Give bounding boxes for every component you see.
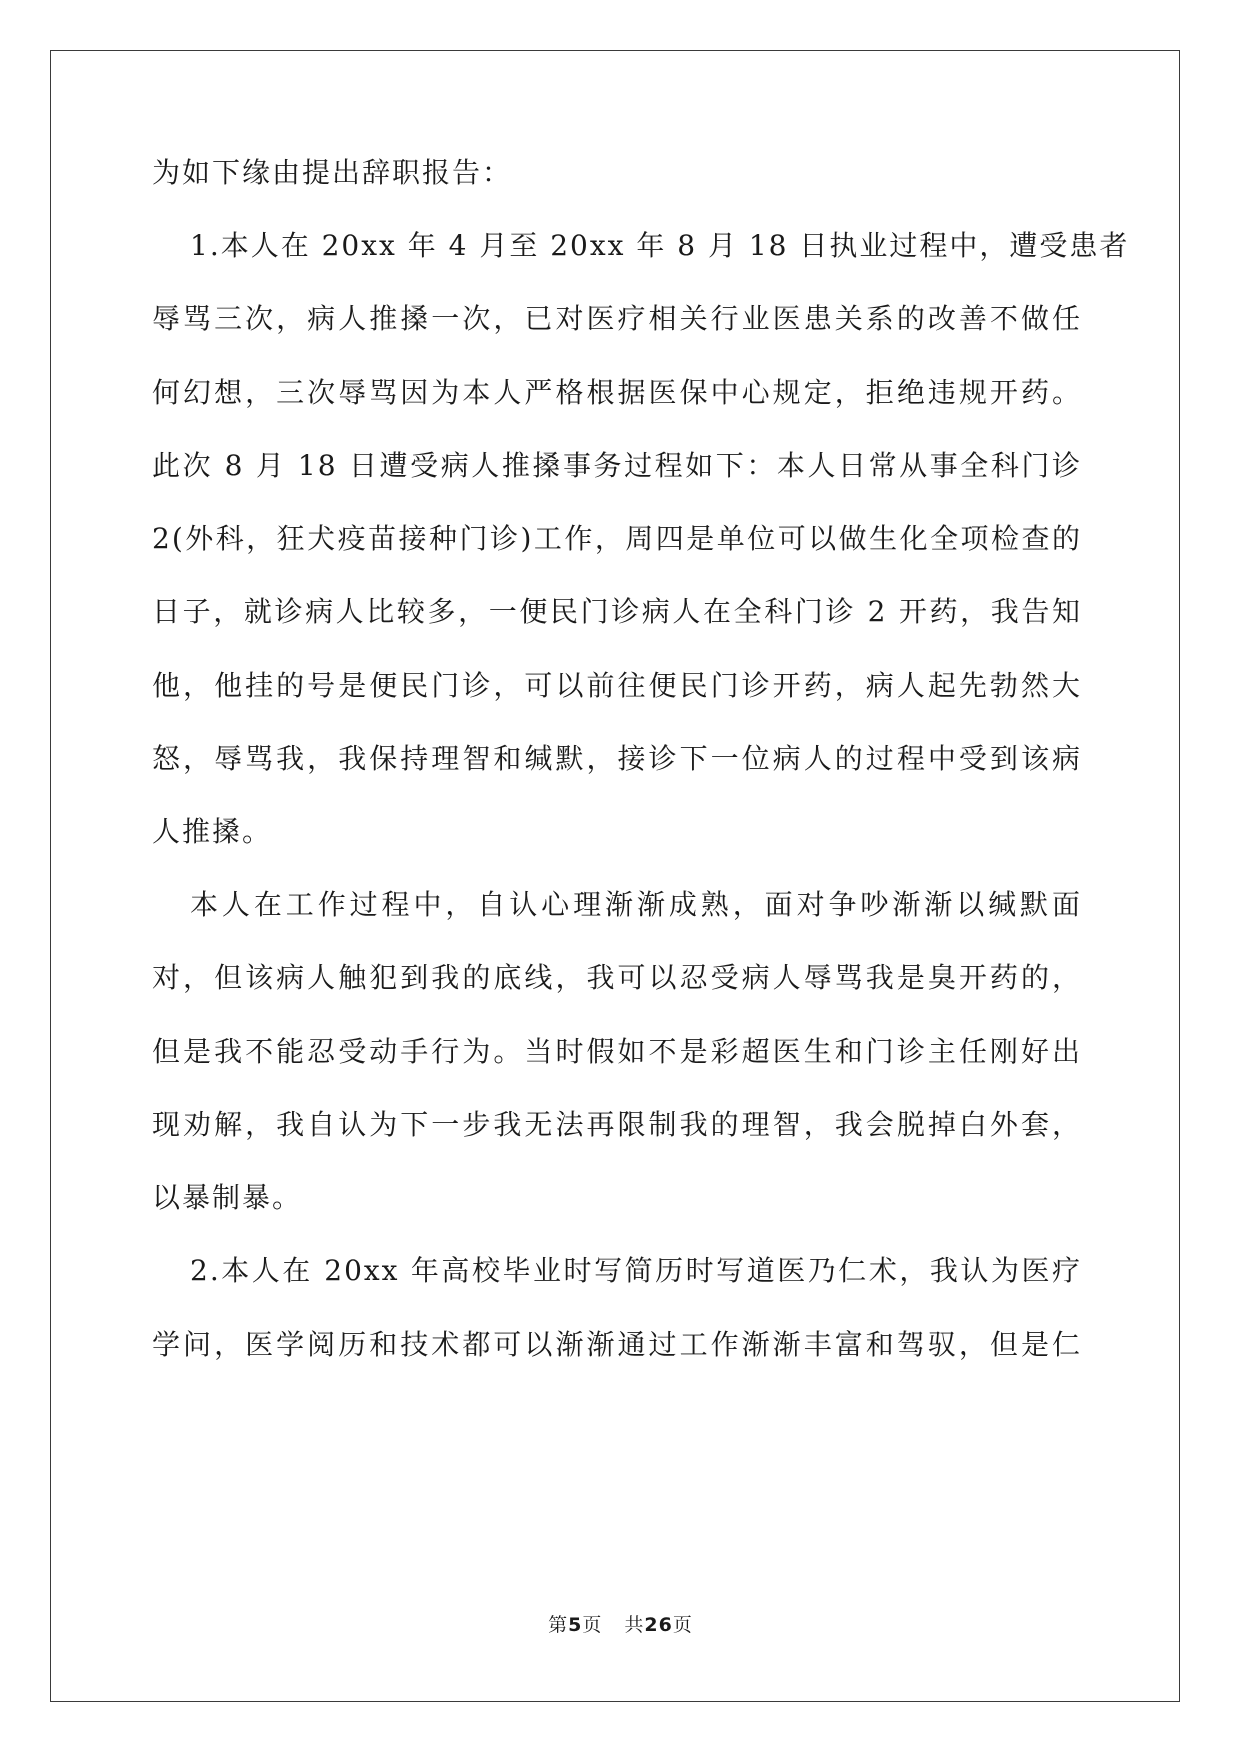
- text-line: 但是我不能忍受动手行为。当时假如不是彩超医生和门诊主任刚好出: [152, 1035, 1082, 1068]
- text-line: 何幻想，三次辱骂因为本人严格根据医保中心规定，拒绝违规开药。: [152, 376, 1082, 409]
- text-line: 现劝解，我自认为下一步我无法再限制我的理智，我会脱掉白外套，: [152, 1108, 1082, 1141]
- text-line: 人推搡。: [152, 815, 273, 848]
- text-line: 2.本人在 20xx 年高校毕业时写简历时写道医乃仁术，我认为医疗: [190, 1254, 1082, 1287]
- footer-page-unit: 页: [582, 1614, 603, 1636]
- text-line: 2(外科，狂犬疫苗接种门诊)工作，周四是单位可以做生化全项检查的: [152, 522, 1082, 555]
- footer-page-number: 5: [568, 1614, 583, 1636]
- text-line: 此次 8 月 18 日遭受病人推搡事务过程如下：本人日常从事全科门诊: [152, 449, 1082, 482]
- text-line: 他，他挂的号是便民门诊，可以前往便民门诊开药，病人起先勃然大: [152, 669, 1082, 702]
- page-footer: [0, 1613, 1241, 1637]
- text-line: 怒，辱骂我，我保持理智和缄默，接诊下一位病人的过程中受到该病: [152, 742, 1082, 775]
- text-line: 本人在工作过程中，自认心理渐渐成熟，面对争吵渐渐以缄默面: [190, 888, 1082, 921]
- footer-page-prefix: 第: [548, 1614, 569, 1636]
- text-line: 对，但该病人触犯到我的底线，我可以忍受病人辱骂我是臭开药的，: [152, 961, 1082, 994]
- footer-total-prefix: 共: [624, 1614, 645, 1636]
- text-line: 辱骂三次，病人推搡一次，已对医疗相关行业医患关系的改善不做任: [152, 302, 1082, 335]
- text-line: 日子，就诊病人比较多，一便民门诊病人在全科门诊 2 开药，我告知: [152, 595, 1082, 628]
- text-line: 以暴制暴。: [152, 1181, 303, 1214]
- text-line: 1.本人在 20xx 年 4 月至 20xx 年 8 月 18 日执业过程中，遭受患者: [190, 229, 1130, 262]
- footer-total-pages: 26: [644, 1614, 673, 1636]
- text-line: 为如下缘由提出辞职报告：: [152, 156, 513, 189]
- footer-total-unit: 页: [672, 1614, 693, 1636]
- text-line: 学问，医学阅历和技术都可以渐渐通过工作渐渐丰富和驾驭，但是仁: [152, 1328, 1082, 1361]
- page-border: [50, 50, 1180, 1702]
